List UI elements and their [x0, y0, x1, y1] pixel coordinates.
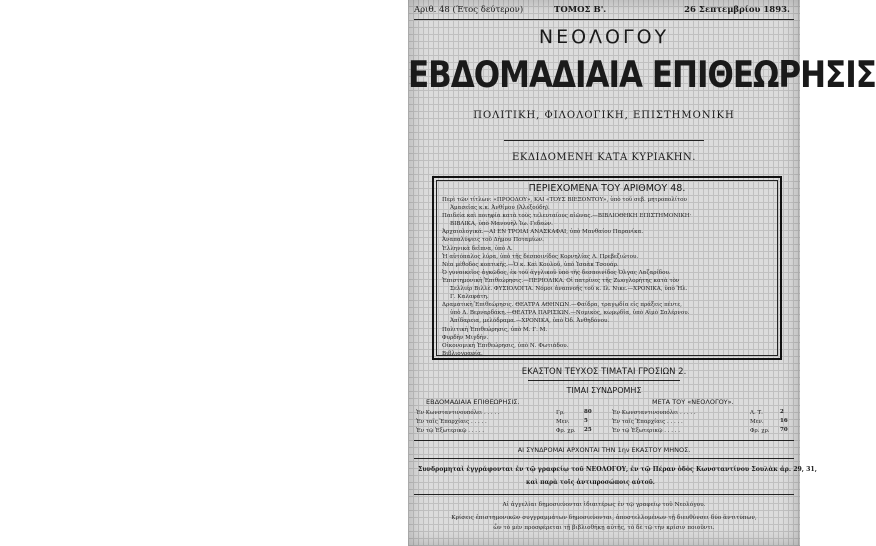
- enrollment-rule: [414, 458, 794, 459]
- subscription-right-amount: 16: [780, 418, 788, 424]
- subscription-right-place: Ἐν Κωνσταντινουπόλει . . . . .: [612, 410, 696, 416]
- subscription-right-place: Ἐν τῷ Ἐξωτερικῷ . . . . .: [612, 428, 680, 434]
- footer-line3: ὧν τὸ μὲν προσφέρεται τῇ βιβλιοθήκῃ αὐτῆς, τὸ δὲ τῷ τὴν κρίσιν ποιοῦντι.: [493, 525, 715, 531]
- contents-line: ὑπὸ Δ. Βερναρδάκη.—ΘΕΑΤΡΑ ΠΑΡΙΣΙΩΝ.—Νομικὸς, κωμῳδία, ὑπὸ Αἰμὸ Σαλέρνου.: [450, 310, 690, 317]
- contents-list: [442, 196, 774, 358]
- subscription-right-place: Ἐν ταῖς Ἐπαρχίαις . . . . .: [612, 419, 683, 425]
- footer-line1: Αἱ ἀγγελίαι δημοσιεύονται ἰδιαιτέρως ἐν τῷ γραφείῳ τοῦ Νεολόγου.: [502, 502, 706, 508]
- subscription-left-amount: 5: [584, 418, 588, 424]
- contents-line: Ἐπιστημονικὴ Ἐπιθεώρησις.—ΠΕΡΙΟΔΙΚΑ. Οἱ πατρίνες τῆς Ζωογλορήτης κατὰ τὸν: [442, 277, 680, 284]
- contents-title: ΠΕΡΙΕΧΟΜΕΝΑ ΤΟΥ ΑΡΙΘΜΟΥ 48.: [528, 183, 686, 194]
- subscription-left-unit: Μεν.: [556, 419, 570, 425]
- contents-line: Φυρδὴν Μιγδήν.: [442, 334, 489, 341]
- volume-label: ΤΟΜΟΣ Β'.: [554, 5, 607, 15]
- subscription-right-unit: Λ. Τ.: [750, 410, 763, 416]
- enrollment-line1: Συνδρομηταὶ ἐγγράφονται ἐν τῷ γραφείῳ τοῦ ΝΕΟΛΟΓΟΥ, ἐν τῷ Πέραν ὁδὸς Κωνσταντίνου Σουλὰκ ἀρ. 29, 31,: [418, 466, 817, 473]
- subscription-left-heading: ΕΒΔΟΜΑΔΙΑΙΑ ΕΠΙΘΕΩΡΗΣΙΣ.: [426, 398, 520, 406]
- subscription-right-unit: Φρ. χρ.: [750, 428, 770, 434]
- scanned-page: [408, 0, 876, 546]
- price-note: ΕΚΑΣΤΟΝ ΤΕΥΧΟΣ ΤΙΜΑΤΑΙ ΓΡΟΣΙΩΝ 2.: [521, 367, 687, 377]
- subscription-right-unit: Μεν.: [750, 419, 764, 425]
- contents-line: Σελλιέρ Βιλλὲ. ΦΥΣΙΟΛΟΓΙΑ. Νόμοι ἀναπνοῆς τοῦ κ. Ιλ. Νικε.—ΧΡΟΝΙΚΑ, ὑπὸ Ἠλ.: [450, 286, 688, 293]
- contents-line: Ἀρχαιολογικά.—ΑΙ ΕΝ ΤΡΟΙΑΙ ΑΝΑΣΚΑΦΑΙ, ὑπὸ Μανθαίου Παρανίκα.: [442, 229, 644, 236]
- contents-line: Γ. Καλαφάτη.: [450, 294, 489, 301]
- price-rule: [528, 380, 680, 381]
- contents-line: Δραματικὴ Ἐπιθεώρησις. ΘΕΑΤΡΑ ΑΘΗΝΩΝ.—Φαίδρα, τραγῳδία εἰς πράξεις πέντε,: [442, 302, 682, 309]
- contents-line: Ἀναπαλύψεις τοῦ Δήμου Ποταμίων.: [442, 237, 544, 244]
- contents-line: Πολιτικὴ Ἐπιθεώρησις, ὑπὸ Μ. Γ. Μ.: [442, 326, 548, 333]
- masthead-line1: ΝΕΟΛΟΓΟΥ: [538, 26, 670, 48]
- subscription-left-amount: 25: [584, 427, 592, 433]
- subscription-right-amount: 2: [780, 409, 784, 415]
- contents-box: [432, 176, 782, 360]
- contents-line: Ἡ αὐτόπαλος λύρα, ὑπὸ τῆς δεσποινίδος Κορνηλίας Λ. Πρεβεζιώτου.: [442, 253, 639, 260]
- enrollment-line2: καὶ παρὰ τοῖς ἀντιπροσώποις αὐτοῦ.: [526, 479, 655, 486]
- contents-line: Νέα μέθοδος κοπτικῆς.—Ὁ κ. Καὶ Κουλοῦ, ὑπὸ Ἰσαὰκ Τσουάρ.: [442, 261, 619, 268]
- published-note: ΕΚΔΙΔΟΜΕΝΗ ΚΑΤΑ ΚΥΡΙΑΚΗΝ.: [512, 152, 696, 163]
- contents-line: Περὶ τῶν τίτλων: «ΠΡΟΟΔΟΥ», ΚΑΙ «ΤΟΥΣ ΒΙΕΞΟΝΤΟΥ», ὑπὸ τοῦ σεβ. μητροπολίτου: [442, 197, 687, 203]
- masthead-rule: [504, 140, 704, 141]
- contents-line: Παιδεία καὶ ποιηφία κατὰ τοὺς τελευταίους αἰῶνας.—ΒΙΒΛΙΟΘΗΚΗ ΕΠΙΣΤΗΜΟΝΙΚΗ·: [442, 213, 692, 220]
- header-rule: [414, 19, 794, 20]
- contents-line: Ἀμασείας κ.κ. Ἀνθίμου (Ἀλεξούδη).: [450, 205, 550, 212]
- footer-line2: Κρίσεις ἐπιστημονικῶν συγγραμμάτων δημοσιεύονται, ἀποστελλομένων τῇ διευθύνσει δύο ἀντιτύπων,: [451, 515, 757, 521]
- subscription-title: ΤΙΜΑΙ ΣΥΝΔΡΟΜΗΣ: [566, 386, 642, 395]
- contents-line: Οἰκονομικὴ Ἐπιθεώρησις, ὑπὸ Ν. Φωτιάδου.: [442, 342, 569, 349]
- subscription-left-amount: 80: [584, 409, 592, 415]
- subscription-left-place: Ἐν Κωνσταντινουπόλει . . . . .: [416, 410, 500, 416]
- subscription-left-unit: Φρ. χρ.: [556, 428, 576, 434]
- subscription-rule: [414, 440, 794, 441]
- contents-line: Ὁ γυναικεῖος ἀγκῶδος, ἐκ τοῦ ἀγγλικοῦ ὑπὸ τῆς δεσποινίδος Ὀλγας Λαζαρίδου.: [442, 269, 671, 276]
- issue-date: 26 Σεπτεμβρίου 1893.: [684, 5, 790, 15]
- subscription-left-unit: Γρ.: [556, 410, 565, 416]
- masthead-title: ΕΒΔΟΜΑΔΙΑΙΑ ΕΠΙΘΕΩΡΗΣΙΣ: [408, 53, 876, 97]
- issue-number: Αριθ. 48 (Έτος δεύτερον): [414, 5, 524, 15]
- contents-line: Βιβλιογραφία.: [442, 350, 483, 357]
- subscription-left-place: Ἐν τῷ Ἐξωτερικῷ . . . . .: [416, 428, 484, 434]
- subscription-start-note: ΑΙ ΣΥΝΔΡΟΜΑΙ ΑΡΧΟΝΤΑΙ ΤΗΝ 1ην ΕΚΑΣΤΟΥ ΜΗΝΟΣ.: [517, 446, 691, 454]
- subscription-right-amount: 70: [780, 427, 788, 433]
- masthead-subtitle: ΠΟΛΙΤΙΚΗ, ΦΙΛΟΛΟΓΙΚΗ, ΕΠΙΣΤΗΜΟΝΙΚΗ: [473, 110, 735, 121]
- subscription-right-heading: ΜΕΤΑ ΤΟΥ «ΝΕΟΛΟΓΟΥ».: [652, 398, 734, 406]
- subscription-left-place: Ἐν ταῖς Ἐπαρχίαις . . . . .: [416, 419, 487, 425]
- contents-line: ΒΙΒΛΙΚΑ, ὑπὸ Μανουὴλ Ἰω. Γεδεών.: [450, 221, 553, 228]
- footer-rule: [414, 494, 794, 495]
- contents-line: Ἑλληνικὰ δεῖπνα, ὑπὸ Λ.: [442, 245, 513, 252]
- issue-header: [414, 5, 794, 17]
- contents-line: Ἀπίδαρεια, μελόδραμα.—ΧΡΟΝΙΚΑ, ὑπὸ Ὀδ. Ἀνθηδόνου.: [450, 318, 610, 325]
